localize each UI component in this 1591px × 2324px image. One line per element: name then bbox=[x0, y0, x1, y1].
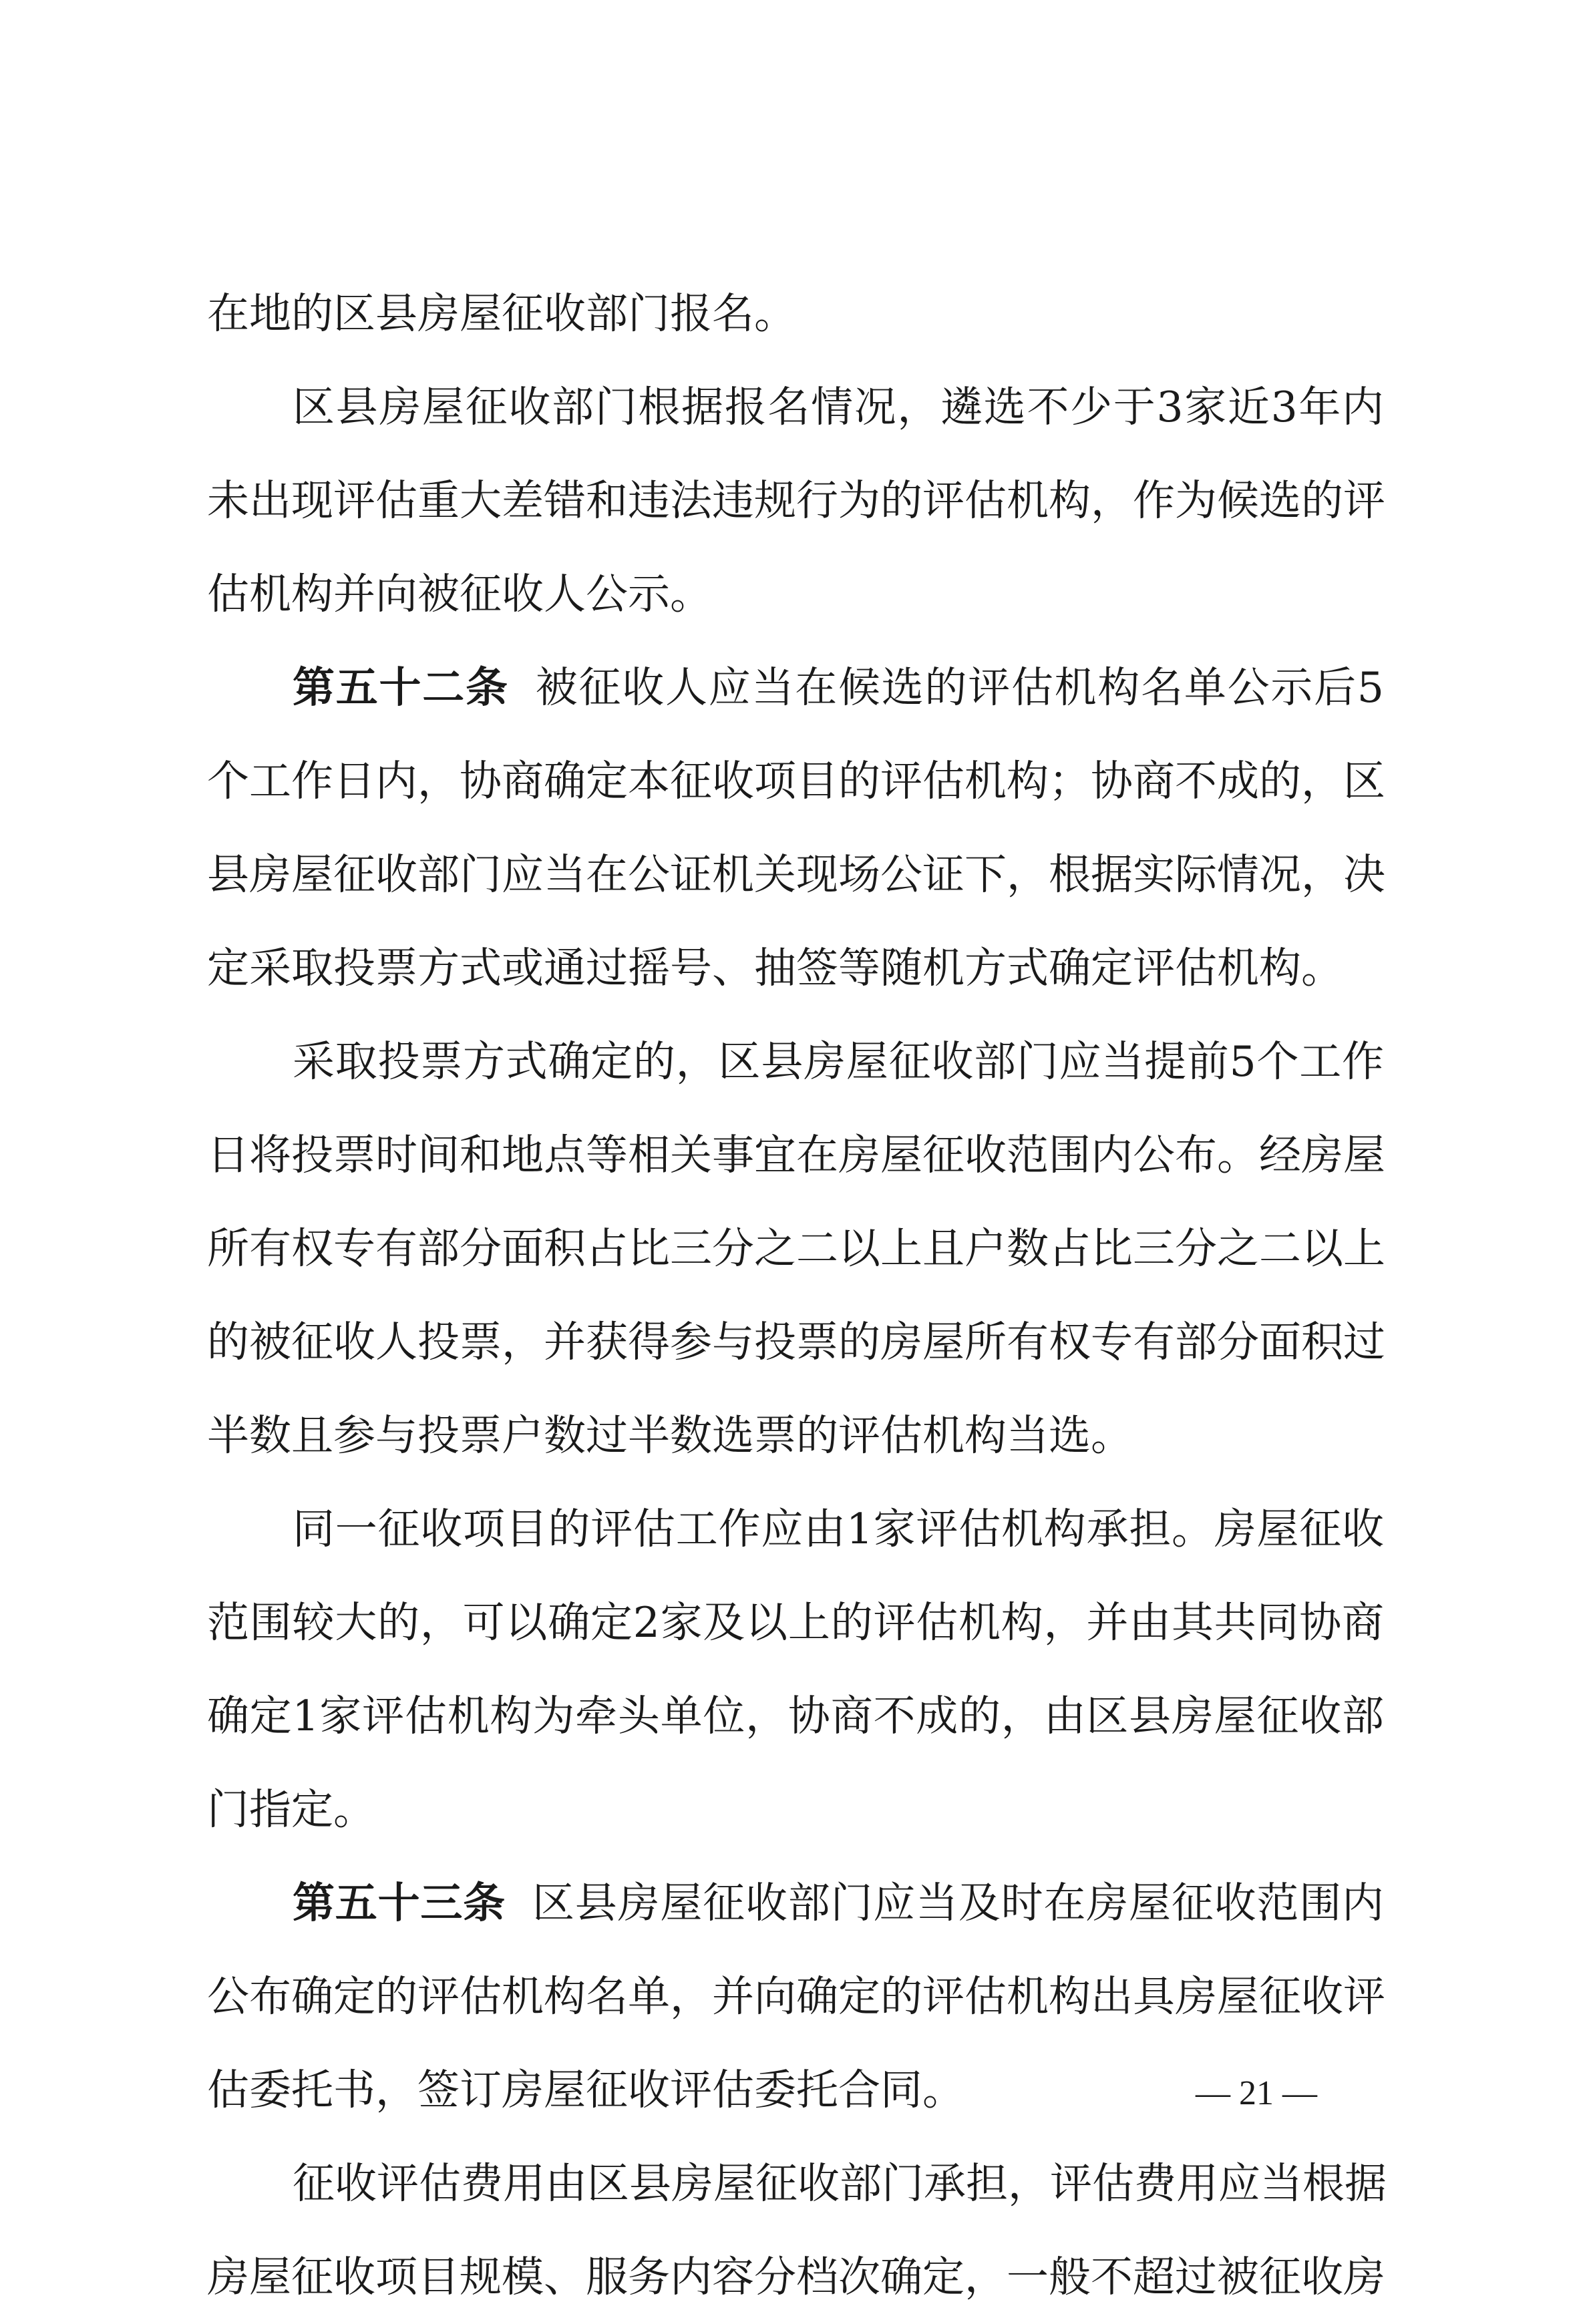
article-52-first-line: 第五十二条 被征收人应当在候选的评估机构名单公示后5 bbox=[293, 663, 1384, 712]
article-number: 第五十二条 bbox=[293, 663, 509, 712]
text-line: 日将投票时间和地点等相关事宜在房屋征收范围内公布。经房屋 bbox=[207, 1131, 1385, 1179]
article-53-first-line: 第五十三条 区县房屋征收部门应当及时在房屋征收范围内 bbox=[293, 1879, 1385, 1927]
text-line: 公布确定的评估机构名单，并向确定的评估机构出具房屋征收评 bbox=[207, 1972, 1385, 2021]
text-line: 在地的区县房屋征收部门报名。 bbox=[207, 289, 796, 338]
article-number: 第五十三条 bbox=[293, 1879, 506, 1927]
text-line: 个工作日内，协商确定本征收项目的评估机构；协商不成的，区 bbox=[207, 757, 1385, 805]
paragraph-first-line: 同一征收项目的评估工作应由1家评估机构承担。房屋征收 bbox=[293, 1505, 1384, 1553]
text-line: 的被征收人投票，并获得参与投票的房屋所有权专有部分面积过 bbox=[207, 1318, 1385, 1366]
text-line: 范围较大的，可以确定2家及以上的评估机构，并由其共同协商 bbox=[207, 1598, 1384, 1647]
page-number: — 21 — bbox=[1196, 2074, 1317, 2112]
text-line: 估委托书，签订房屋征收评估委托合同。 bbox=[207, 2066, 964, 2114]
text-line: 房屋征收项目规模、服务内容分档次确定，一般不超过被征收房 bbox=[207, 2253, 1385, 2301]
text-line: 所有权专有部分面积占比三分之二以上且户数占比三分之二以上 bbox=[207, 1224, 1385, 1273]
paragraph-first-line: 采取投票方式确定的，区县房屋征收部门应当提前5个工作 bbox=[293, 1037, 1384, 1086]
text-line: 门指定。 bbox=[207, 1785, 375, 1834]
paragraph-first-line: 区县房屋征收部门根据报名情况，遴选不少于3家近3年内 bbox=[293, 383, 1384, 431]
text-line: 定采取投票方式或通过摇号、抽签等随机方式确定评估机构。 bbox=[207, 944, 1343, 992]
text-line: 未出现评估重大差错和违法违规行为的评估机构，作为候选的评 bbox=[207, 476, 1385, 525]
text-line: 县房屋征收部门应当在公证机关现场公证下，根据实际情况，决 bbox=[207, 850, 1385, 899]
paragraph-first-line: 征收评估费用由区县房屋征收部门承担，评估费用应当根据 bbox=[293, 2159, 1387, 2208]
text-line: 估机构并向被征收人公示。 bbox=[207, 570, 712, 618]
text-line: 确定1家评估机构为牵头单位，协商不成的，由区县房屋征收部 bbox=[207, 1692, 1384, 1740]
text-line: 半数且参与投票户数过半数选票的评估机构当选。 bbox=[207, 1411, 1133, 1460]
